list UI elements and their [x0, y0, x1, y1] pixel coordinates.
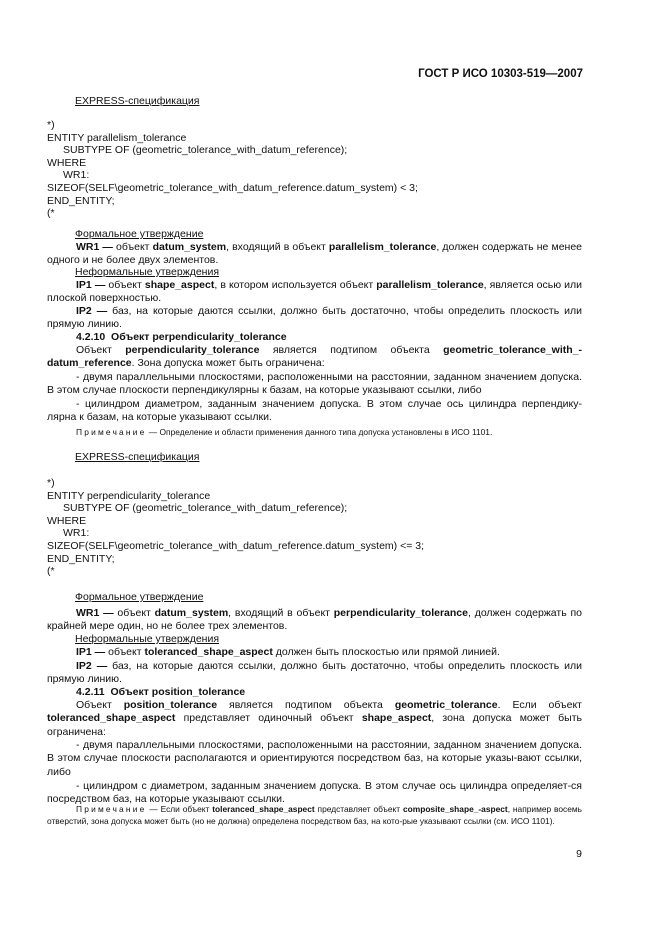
entity-name: parallelism_tolerance: [328, 241, 437, 253]
section-title: Объект position_tolerance: [110, 686, 246, 698]
text: . Если объект: [497, 699, 582, 711]
ip1-paragraph: [47, 646, 582, 659]
express-spec-title: EXPRESS-спецификация: [75, 95, 200, 107]
entity-name: perpendicularity_tolerance: [125, 344, 260, 356]
text: , является осью или плоской поверхностью.: [47, 279, 582, 305]
text: объект: [105, 279, 145, 291]
text: — Определение и области применения данного типа допуска установлены в ИСО 1101.: [146, 427, 493, 437]
text: , зона допуска может быть ограничена:: [47, 712, 582, 738]
entity-name: geometric_tolerance_with_-datum_reference: [47, 344, 582, 370]
text: Объект: [76, 699, 124, 711]
definition-paragraph: [47, 699, 582, 739]
rule-label: IP1 —: [76, 279, 106, 291]
ip1-paragraph: [47, 279, 582, 306]
code-line: (*: [47, 565, 55, 578]
list-item: - двумя параллельными плоскостями, расположенными на расстоянии, заданном значением допуска. В этом случае плоскости перпендикулярны к базам, на которые указывают ссылки, либо: [47, 371, 582, 397]
note-label: Примечание: [76, 427, 147, 437]
entity-name: toleranced_shape_aspect: [47, 712, 176, 725]
entity-name: parallelism_tolerance: [376, 279, 484, 291]
formal-statement-title: Формальное утверждение: [75, 591, 204, 603]
list-item: - цилиндром с диаметром, заданным значением допуска. В этом случае ось цилиндра определяет-ся посредством баз, на которые указывают ссылки.: [47, 780, 582, 806]
code-line: ENTITY parallelism_tolerance: [47, 131, 187, 144]
text: , входящий в объект: [226, 241, 329, 253]
informal-statements-title: Неформальные утверждения: [75, 633, 220, 645]
entity-name: geometric_tolerance: [394, 699, 498, 711]
wr1-paragraph: [47, 607, 582, 634]
text: является подтипом объекта: [217, 699, 395, 711]
entity-name: perpendicularity_tolerance: [333, 607, 468, 619]
entity-name: composite_shape_-aspect: [402, 804, 508, 814]
entity-name: toleranced_shape_aspect: [144, 646, 273, 658]
code-line: END_ENTITY;: [47, 194, 115, 207]
code-line: WHERE: [47, 514, 87, 527]
informal-statements-title: Неформальные утверждения: [75, 266, 220, 278]
text: баз, на которые даются ссылки, должно быть достаточно, чтобы определить плоскость или прямую линию.: [47, 305, 582, 331]
express-spec-title: EXPRESS-спецификация: [75, 451, 200, 463]
wr1-paragraph: [47, 241, 582, 268]
express-code-block: [47, 119, 418, 220]
entity-name: datum_system: [152, 241, 227, 253]
text: объект: [105, 646, 145, 658]
note-paragraph: [47, 427, 582, 439]
text: объект: [112, 241, 153, 253]
text: баз, на которые даются ссылки, должно быть достаточно, чтобы определить плоскость или прямую линию.: [47, 660, 582, 686]
text: , должен содержать по крайней мере один, но не более трех элементов.: [47, 607, 583, 633]
formal-statement-title: Формальное утверждение: [75, 228, 204, 240]
list-item: - цилиндром диаметром, заданным значением допуска. В этом случае ось цилиндра перпендику-лярна к базам, на которые указывают ссылки.: [47, 398, 582, 424]
entity-name: position_tolerance: [123, 699, 218, 711]
note-label: Примечание: [76, 804, 147, 814]
ip2-paragraph: [47, 660, 582, 687]
code-line: SIZEOF(SELF\geometric_tolerance_with_datum_reference.datum_system) < 3;: [47, 181, 418, 194]
text: должен быть плоскостью или прямой линией.: [272, 646, 500, 658]
ip2-paragraph: [47, 305, 582, 332]
text: объект: [113, 607, 155, 619]
code-line: (*: [47, 207, 55, 220]
code-line: ENTITY perpendicularity_tolerance: [47, 489, 211, 502]
text: , должен содержать не менее одного и не более двух элементов.: [47, 241, 583, 267]
code-line: WR1:: [63, 169, 90, 182]
code-line: *): [47, 477, 55, 489]
code-line: SUBTYPE OF (geometric_tolerance_with_datum_reference);: [63, 502, 348, 515]
text: , входящий в объект: [228, 607, 334, 619]
code-line: WR1:: [63, 527, 90, 540]
definition-paragraph: [47, 344, 582, 371]
text: представляет объект: [314, 804, 403, 814]
code-line: SUBTYPE OF (geometric_tolerance_with_datum_reference);: [63, 144, 348, 157]
page-number: 9: [576, 848, 582, 860]
section-number: 4.2.10: [76, 331, 106, 343]
text: Объект: [76, 344, 126, 356]
text: , например восемь отверстий, зона допуска может быть (но не должна) определена посредством баз, на кото-рые указывают ссылки (см. ИСО 1101).: [47, 804, 582, 826]
list-item: - двумя параллельными плоскостями, расположенными на расстоянии, заданном значением допуска. В этом случае плоскости располагаются и ориентируются посредством баз, на которые указы-вают ссылки, либо: [47, 739, 582, 778]
text: — Если объект: [146, 804, 213, 814]
code-line: END_ENTITY;: [47, 552, 115, 565]
text: , в котором используется объект: [214, 279, 377, 291]
text: представляет одиночный объект: [175, 712, 362, 725]
text: является подтипом объекта: [259, 344, 444, 356]
section-heading-4-2-11: [47, 686, 582, 699]
section-number: 4.2.11: [76, 686, 105, 698]
entity-name: shape_aspect: [361, 712, 432, 725]
entity-name: toleranced_shape_aspect: [212, 804, 315, 814]
code-line: SIZEOF(SELF\geometric_tolerance_with_datum_reference.datum_system) <= 3;: [47, 539, 425, 552]
code-line: WHERE: [47, 156, 87, 169]
rule-label: WR1 —: [76, 607, 114, 619]
code-line: *): [47, 119, 55, 131]
rule-label: IP2 —: [76, 305, 108, 317]
entity-name: datum_system: [154, 607, 229, 619]
express-code-block: [47, 477, 424, 578]
note-paragraph: [47, 804, 582, 827]
entity-name: shape_aspect: [144, 279, 215, 291]
rule-label: WR1 —: [76, 241, 113, 253]
section-heading-4-2-10: [47, 331, 582, 344]
rule-label: IP1 —: [76, 646, 106, 658]
rule-label: IP2 —: [76, 660, 108, 672]
section-title: Объект perpendicularity_tolerance: [111, 331, 287, 343]
text: . Зона допуска может быть ограничена:: [131, 357, 325, 370]
document-header: ГОСТ Р ИСО 10303-519—2007: [418, 68, 583, 80]
